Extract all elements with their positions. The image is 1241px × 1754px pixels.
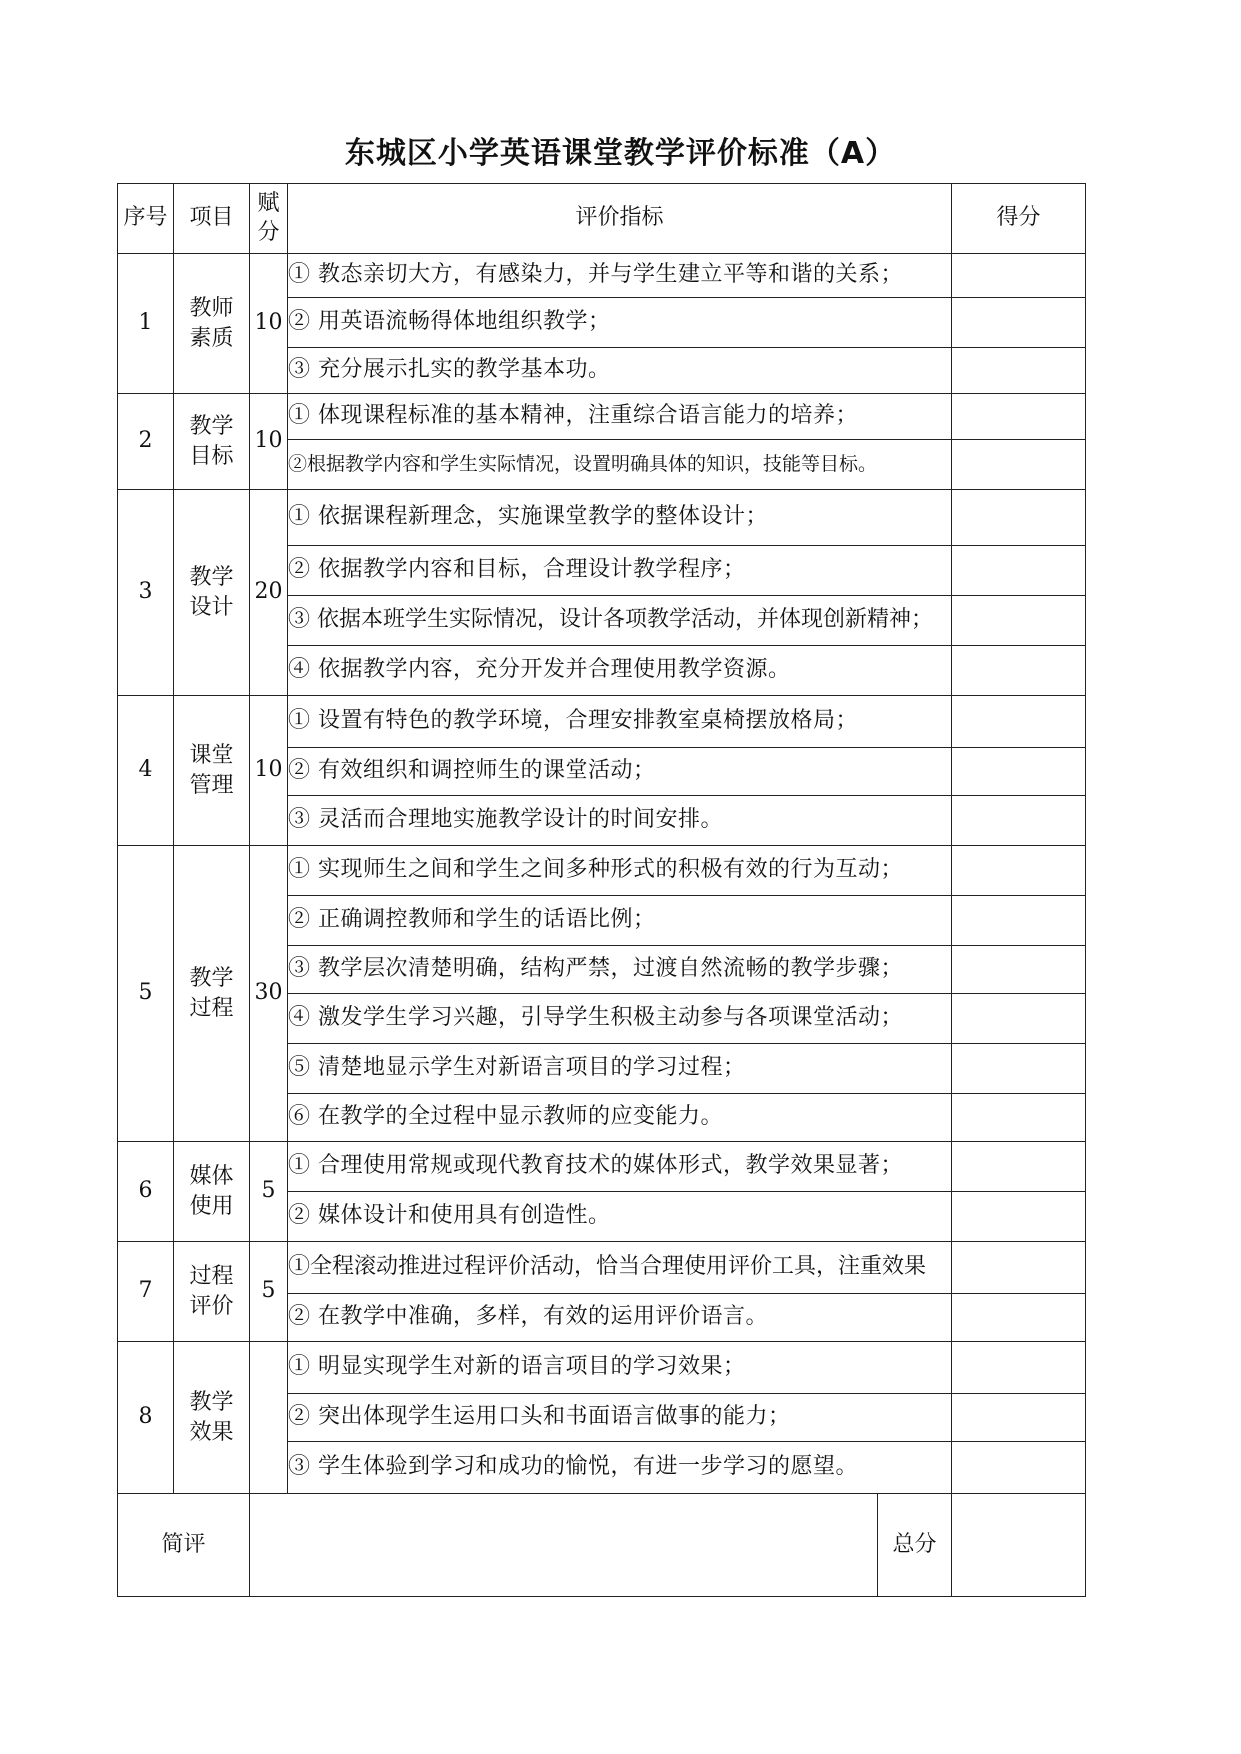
section-seq: 1 — [118, 254, 174, 394]
score-cell[interactable] — [952, 1294, 1086, 1342]
comment-label: 简评 — [118, 1494, 250, 1597]
section-seq: 7 — [118, 1242, 174, 1342]
header-points — [250, 184, 288, 254]
criteria-row — [118, 846, 1086, 896]
section-seq: 8 — [118, 1342, 174, 1494]
score-cell[interactable] — [952, 748, 1086, 796]
criteria-row — [118, 1242, 1086, 1294]
summary-row — [118, 1494, 1086, 1597]
criterion-text: ① 明显实现学生对新的语言项目的学习效果； — [288, 1342, 952, 1394]
section-item — [174, 490, 250, 696]
section-item — [174, 846, 250, 1142]
section-points: 30 — [250, 846, 288, 1142]
section-item — [174, 1242, 250, 1342]
criterion-text: ① 合理使用常规或现代教育技术的媒体形式，教学效果显著； — [288, 1142, 952, 1192]
criterion-text: ③ 充分展示扎实的教学基本功。 — [288, 348, 952, 394]
evaluation-table — [117, 183, 1086, 1597]
score-cell[interactable] — [952, 254, 1086, 298]
criterion-text: ② 在教学中准确，多样，有效的运用评价语言。 — [288, 1294, 952, 1342]
section-item-text: 教学效果 — [189, 1389, 234, 1445]
criterion-text: ① 体现课程标准的基本精神，注重综合语言能力的培养； — [288, 394, 952, 440]
criterion-text: ② 依据教学内容和目标，合理设计教学程序； — [288, 546, 952, 596]
section-item-text: 过程评价 — [189, 1263, 234, 1319]
section-item — [174, 254, 250, 394]
criterion-text: ②根据教学内容和学生实际情况，设置明确具体的知识，技能等目标。 — [288, 440, 952, 490]
score-cell[interactable] — [952, 846, 1086, 896]
criterion-text: ③ 学生体验到学习和成功的愉悦，有进一步学习的愿望。 — [288, 1442, 952, 1494]
criteria-row — [118, 254, 1086, 298]
score-cell[interactable] — [952, 696, 1086, 748]
header-row — [118, 184, 1086, 254]
section-points — [250, 1342, 288, 1494]
score-cell[interactable] — [952, 440, 1086, 490]
criterion-text: ⑥ 在教学的全过程中显示教师的应变能力。 — [288, 1094, 952, 1142]
section-item-text: 教师素质 — [189, 295, 234, 351]
score-cell[interactable] — [952, 348, 1086, 394]
criteria-row — [118, 696, 1086, 748]
section-points: 5 — [250, 1242, 288, 1342]
criterion-text: ② 正确调控教师和学生的话语比例； — [288, 896, 952, 946]
header-item: 项目 — [174, 184, 250, 254]
score-cell[interactable] — [952, 394, 1086, 440]
criteria-row — [118, 394, 1086, 440]
section-points: 10 — [250, 394, 288, 490]
score-cell[interactable] — [952, 1394, 1086, 1442]
score-cell[interactable] — [952, 646, 1086, 696]
score-cell[interactable] — [952, 946, 1086, 994]
section-seq: 3 — [118, 490, 174, 696]
score-cell[interactable] — [952, 1342, 1086, 1394]
section-item-text: 教学过程 — [189, 965, 234, 1021]
section-item — [174, 1142, 250, 1242]
header-points-text: 赋分 — [257, 190, 280, 245]
criterion-text: ① 依据课程新理念，实施课堂教学的整体设计； — [288, 490, 952, 546]
criterion-text: ② 有效组织和调控师生的课堂活动； — [288, 748, 952, 796]
criterion-text: ① 教态亲切大方，有感染力，并与学生建立平等和谐的关系； — [288, 254, 952, 298]
page-title: 东城区小学英语课堂教学评价标准（A） — [344, 136, 897, 171]
section-seq: 5 — [118, 846, 174, 1142]
criteria-row — [118, 490, 1086, 546]
header-criteria: 评价指标 — [288, 184, 952, 254]
criterion-text: ② 用英语流畅得体地组织教学； — [288, 298, 952, 348]
section-item-text: 教学设计 — [189, 564, 234, 620]
header-score: 得分 — [952, 184, 1086, 254]
score-cell[interactable] — [952, 896, 1086, 946]
section-seq: 4 — [118, 696, 174, 846]
score-cell[interactable] — [952, 1142, 1086, 1192]
criterion-text: ①全程滚动推进过程评价活动，恰当合理使用评价工具，注重效果 — [288, 1242, 952, 1294]
section-item-text: 教学目标 — [189, 413, 234, 469]
section-item-text: 媒体使用 — [189, 1163, 234, 1219]
score-cell[interactable] — [952, 298, 1086, 348]
score-cell[interactable] — [952, 546, 1086, 596]
criterion-text: ④ 依据教学内容，充分开发并合理使用教学资源。 — [288, 646, 952, 696]
score-cell[interactable] — [952, 1192, 1086, 1242]
score-cell[interactable] — [952, 796, 1086, 846]
score-cell[interactable] — [952, 1094, 1086, 1142]
criterion-text: ① 实现师生之间和学生之间多种形式的积极有效的行为互动； — [288, 846, 952, 896]
section-points: 20 — [250, 490, 288, 696]
header-seq: 序号 — [118, 184, 174, 254]
section-item — [174, 696, 250, 846]
criterion-text: ① 设置有特色的教学环境，合理安排教室桌椅摆放格局； — [288, 696, 952, 748]
criterion-text: ③ 依据本班学生实际情况，设计各项教学活动，并体现创新精神； — [288, 596, 952, 646]
criteria-row — [118, 1142, 1086, 1192]
section-item-text: 课堂管理 — [189, 742, 234, 798]
section-item — [174, 394, 250, 490]
criterion-text: ③ 灵活而合理地实施教学设计的时间安排。 — [288, 796, 952, 846]
section-seq: 2 — [118, 394, 174, 490]
score-cell[interactable] — [952, 1242, 1086, 1294]
comment-field[interactable] — [250, 1494, 878, 1597]
score-cell[interactable] — [952, 490, 1086, 546]
section-points: 10 — [250, 696, 288, 846]
criterion-text: ② 媒体设计和使用具有创造性。 — [288, 1192, 952, 1242]
score-cell[interactable] — [952, 994, 1086, 1044]
total-score-cell[interactable] — [952, 1494, 1086, 1597]
section-item — [174, 1342, 250, 1494]
criterion-text: ② 突出体现学生运用口头和书面语言做事的能力； — [288, 1394, 952, 1442]
criterion-text: ③ 教学层次清楚明确，结构严禁，过渡自然流畅的教学步骤； — [288, 946, 952, 994]
criterion-text: ⑤ 清楚地显示学生对新语言项目的学习过程； — [288, 1044, 952, 1094]
section-points: 10 — [250, 254, 288, 394]
criterion-text: ④ 激发学生学习兴趣，引导学生积极主动参与各项课堂活动； — [288, 994, 952, 1044]
criteria-row — [118, 1342, 1086, 1394]
section-seq: 6 — [118, 1142, 174, 1242]
score-cell[interactable] — [952, 596, 1086, 646]
score-cell[interactable] — [952, 1044, 1086, 1094]
section-points: 5 — [250, 1142, 288, 1242]
score-cell[interactable] — [952, 1442, 1086, 1494]
total-label: 总分 — [878, 1494, 952, 1597]
